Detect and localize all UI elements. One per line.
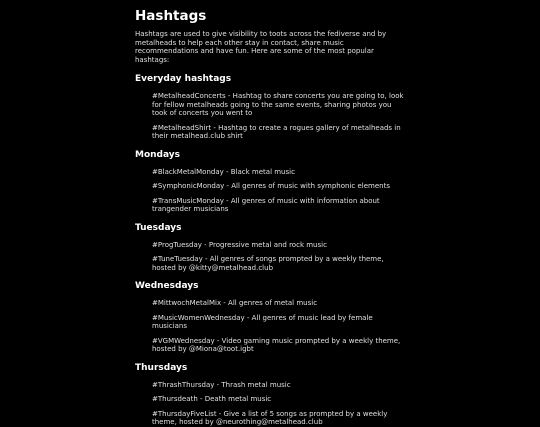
list-item: #BlackMetalMonday - Black metal music	[152, 167, 295, 176]
list-item: #MetalheadShirt - Hashtag to create a rogues gallery of metalheads in their metalhead.club shirt	[152, 123, 401, 140]
intro-paragraph: Hashtags are used to give visibility to toots across the fediverse and by metalheads to help each other stay in contact, share music recommendations and have fun. Here are some of the most popular hashtags:	[135, 30, 387, 64]
hashtag-list	[152, 241, 407, 273]
section-heading: Wednesdays	[135, 281, 199, 291]
list-item: #Thursdeath - Death metal music	[152, 395, 272, 403]
hashtag-list	[152, 381, 407, 427]
hashtag-list	[152, 299, 407, 354]
list-item: #VGMWednesday - Video gaming music prompted by a weekly theme, hosted by @Miona@toot.igbt	[152, 336, 401, 353]
list-item: #MetalheadConcerts - Hashtag to share concerts you are going to, look for fellow metalheads going to the same events, sharing photos you took of concerts you went to	[152, 92, 404, 117]
section-mondays	[135, 148, 407, 214]
section-wednesdays	[135, 279, 407, 354]
list-item: #ProgTuesday - Progressive metal and rock music	[152, 240, 327, 249]
section-tuesdays	[135, 221, 407, 273]
section-heading: Mondays	[135, 149, 181, 160]
section-heading: Tuesdays	[135, 222, 182, 233]
list-item: #ThursdayFiveList - Give a list of 5 songs as prompted by a weekly theme, hosted by @neurothing@metalhead.club	[152, 409, 388, 426]
page-title: Hashtags	[135, 8, 207, 24]
list-item: #ThrashThursday - Thrash metal music	[152, 380, 291, 389]
list-item: #TuneTuesday - All genres of songs prompted by a weekly theme, hosted by @kitty@metalhead.club	[152, 255, 384, 272]
list-item: #SymphonicMonday - All genres of music with symphonic elements	[152, 182, 390, 190]
list-item: #TransMusicMonday - All genres of music with information about trangender musicians	[152, 196, 380, 213]
section-heading: Everyday hashtags	[135, 74, 232, 84]
hashtag-list	[152, 92, 407, 141]
hashtags-page	[135, 6, 407, 427]
section-everyday	[135, 72, 407, 141]
section-heading: Thursdays	[135, 362, 188, 373]
list-item: #MusicWomenWednesday - All genres of music lead by female musicians	[152, 313, 373, 330]
list-item: #MittwochMetalMix - All genres of metal music	[152, 299, 318, 307]
hashtag-list	[152, 168, 407, 214]
section-thursdays	[135, 361, 407, 427]
